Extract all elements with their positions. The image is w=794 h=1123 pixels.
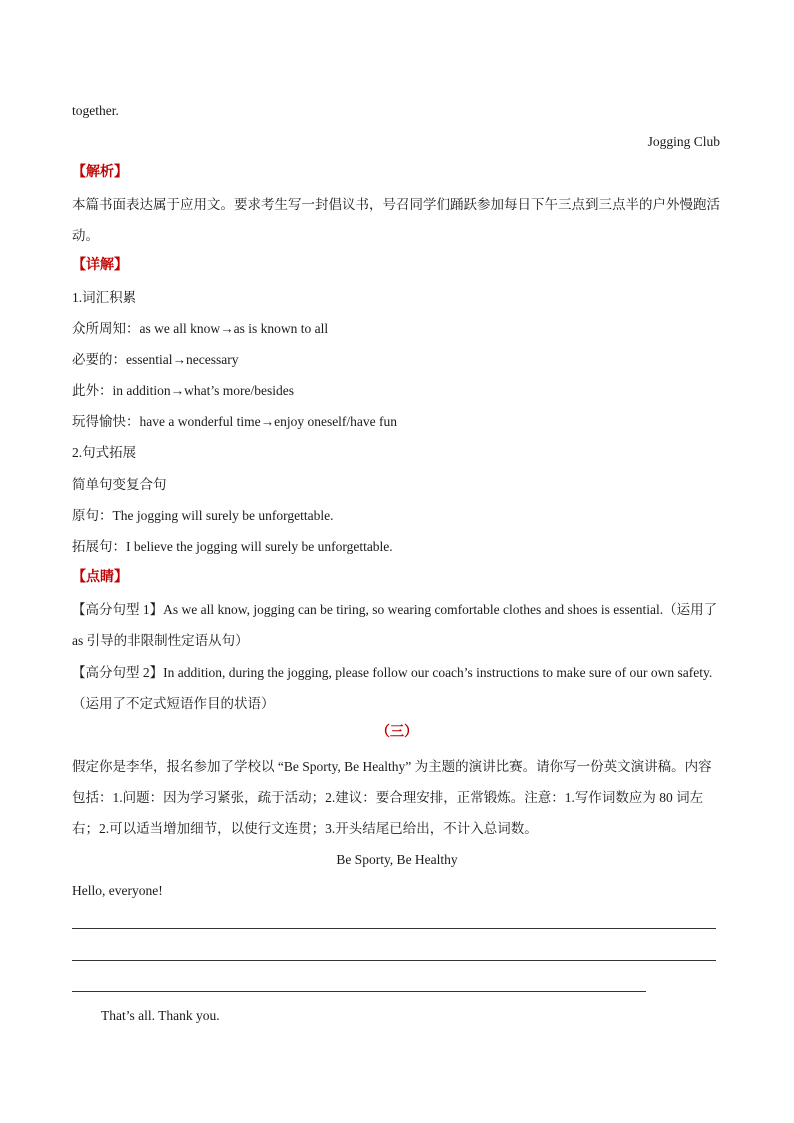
- expanded-sentence: 拓展句：I believe the jogging will surely be unforgettable.: [72, 539, 393, 554]
- sentence-subheading: 简单句变复合句: [72, 477, 167, 492]
- vocab-item: 众所周知：as we all know→as is known to all: [72, 321, 329, 336]
- text-together: together.: [72, 103, 119, 118]
- highlight-sentence-2: 【高分句型 2】In addition, during the jogging, please follow our coach’s instructions to make sure of our own safety.（运用了不定式短语作目的状语）: [72, 665, 713, 711]
- vocab-item: 此外：in addition→what’s more/besides: [72, 383, 294, 398]
- essay-title: Be Sporty, Be Healthy: [336, 852, 458, 867]
- task-prompt: 假定你是李华，报名参加了学校以 “Be Sporty, Be Healthy” 为主题的演讲比赛。请你写一份英文演讲稿。内容包括：1.问题：因为学习紧张，疏于活动；2.建议：要合理安排，正常锻炼。注意：1.写作词数应为 80 词左右；2.可以适当增加细节，以使行文连贯；3.开头结尾已给出，不计入总词数。: [72, 759, 712, 836]
- highlight-heading: 【点睛】: [72, 570, 128, 585]
- section-heading: （三）: [376, 725, 418, 740]
- signature: Jogging Club: [647, 134, 720, 149]
- analysis-text: 本篇书面表达属于应用文。要求考生写一封倡议书，号召同学们踊跃参加每日下午三点到三点半的户外慢跑活动。: [72, 197, 720, 243]
- answer-line[interactable]: [72, 991, 646, 992]
- closing: That’s all. Thank you.: [101, 1008, 220, 1023]
- answer-line[interactable]: [72, 960, 716, 961]
- analysis-heading: 【解析】: [72, 165, 128, 180]
- original-sentence: 原句：The jogging will surely be unforgettable.: [72, 508, 334, 523]
- highlight-sentence-1: 【高分句型 1】As we all know, jogging can be tiring, so wearing comfortable clothes and shoes is essential.（运用了 as 引导的非限制性定语从句）: [72, 602, 718, 648]
- vocab-item: 玩得愉快：have a wonderful time→enjoy oneself/have fun: [72, 414, 398, 429]
- detail-heading: 【详解】: [72, 258, 128, 273]
- vocab-heading: 1.词汇积累: [72, 290, 137, 305]
- greeting: Hello, everyone!: [72, 883, 163, 898]
- vocab-item: 必要的：essential→necessary: [72, 352, 239, 367]
- sentence-heading: 2.句式拓展: [72, 445, 137, 460]
- answer-line[interactable]: [72, 928, 716, 929]
